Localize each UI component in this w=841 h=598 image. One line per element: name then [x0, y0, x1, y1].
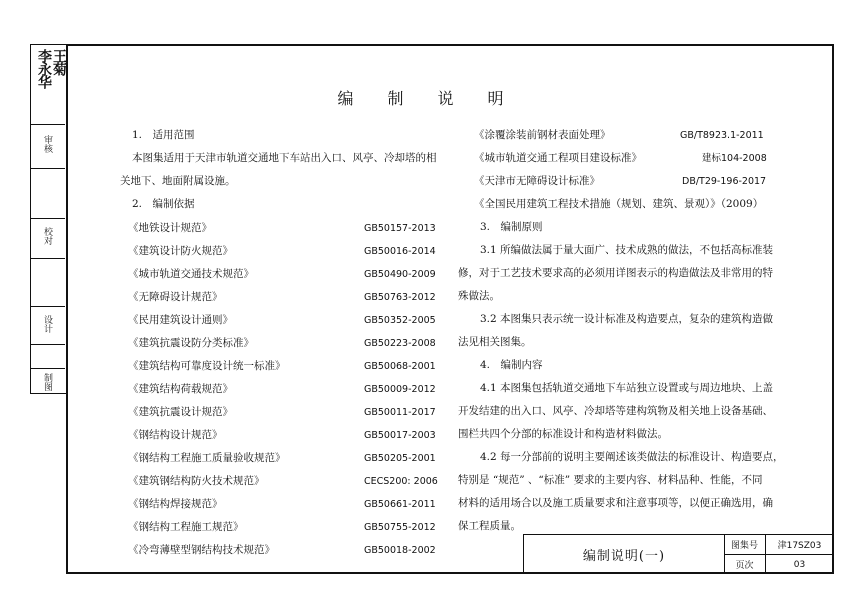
sidebar-cell-design: [31, 307, 65, 345]
p42-line4: 保工程质量。: [458, 520, 521, 532]
ref-code: GB50157-2013: [364, 223, 436, 234]
p42-line3: 材料的适用场合以及施工质量要求和注意事项等，以便正确选用，确: [458, 497, 773, 509]
ref-name: 《建筑钢结构防火技术规范》: [128, 475, 265, 487]
sidebar-cell-drawing: [31, 369, 65, 395]
ref-code: GB50763-2012: [364, 292, 436, 303]
ref-name: 《建筑设计防火规范》: [128, 245, 233, 257]
sidebar-cell-review-sign: [31, 169, 65, 219]
ref-code: GB50017-2003: [364, 430, 436, 441]
ref-code: GB50018-2002: [364, 545, 436, 556]
ref-code: GB50223-2008: [364, 338, 436, 349]
section1-text-line1: 本图集适用于天津市轨道交通地下车站出入口、风亭、冷却塔的相: [132, 152, 437, 164]
section1-text-line2: 关地下、地面附属设施。: [120, 175, 236, 187]
ref-name: 《无障碍设计规范》: [128, 291, 223, 303]
ref-code: GB50016-2014: [364, 246, 436, 257]
ref-code: GB50352-2005: [364, 315, 436, 326]
ref-name: 《冷弯薄壁型钢结构技术规范》: [128, 544, 275, 556]
p32-line2: 法见相关图集。: [458, 336, 532, 348]
section3-heading: 3. 编制原则: [480, 221, 543, 233]
ref-code: GB50009-2012: [364, 384, 436, 395]
p32-line1: 3.2 本图集只表示统一设计标准及构造要点，复杂的建筑构造做: [480, 313, 774, 325]
ref-name: 《城市轨道交通工程项目建设标准》: [474, 152, 642, 164]
sidebar-sign-cell-top: [31, 45, 65, 125]
title-block: [523, 534, 834, 574]
page-number-label: 页次: [724, 555, 766, 574]
ref-name-full: 《全国民用建筑工程技术措施（规划、建筑、景观）》（2009）: [474, 198, 764, 210]
ref-name: 《建筑抗震设计规范》: [128, 406, 233, 418]
ref-name: 《钢结构工程施工规范》: [128, 521, 244, 533]
ref-name: 《民用建筑设计通则》: [128, 314, 233, 326]
ref-name: 《建筑结构可靠度设计统一标准》: [128, 360, 286, 372]
ref-name: 《涂覆涂装前钢材表面处理》: [474, 129, 611, 141]
ref-name: 《钢结构工程施工质量验收规范》: [128, 452, 286, 464]
ref-code: GB50068-2001: [364, 361, 436, 372]
ref-name: 《建筑抗震设防分类标准》: [128, 337, 254, 349]
sheet-name: 编制说明(一): [524, 535, 725, 574]
ref-name: 《天津市无障碍设计标准》: [474, 175, 600, 187]
sidebar-label-design: 设计: [42, 315, 52, 333]
ref-code: GB/T8923.1-2011: [680, 130, 764, 141]
ref-name: 《钢结构设计规范》: [128, 429, 223, 441]
ref-code: GB50661-2011: [364, 499, 436, 510]
sidebar-cell-design-sign: [31, 345, 65, 369]
ref-name: 《建筑结构荷载规范》: [128, 383, 233, 395]
p41-line3: 围栏共四个分部的标准设计和构造材料做法。: [458, 428, 668, 440]
signature-1: 李永华: [36, 49, 52, 88]
ref-name: 《城市轨道交通技术规范》: [128, 268, 254, 280]
section2-heading: 2. 编制依据: [132, 198, 195, 210]
p31-line3: 殊做法。: [458, 290, 500, 302]
atlas-number-value: 津17SZ03: [766, 535, 833, 555]
ref-code: GB50755-2012: [364, 522, 436, 533]
sidebar-label-check: 校对: [42, 227, 52, 245]
sidebar-label-review: 审核: [42, 135, 52, 153]
p31-line1: 3.1 所编做法属于量大面广、技术成熟的做法，不包括高标准装: [480, 244, 774, 256]
section1-heading: 1. 适用范围: [132, 129, 195, 141]
p41-line1: 4.1 本图集包括轨道交通地下车站独立设置或与周边地块、上盖: [480, 382, 774, 394]
ref-name: 《地铁设计规范》: [128, 222, 212, 234]
sidebar-cell-review: [31, 125, 65, 169]
atlas-number-label: 图集号: [724, 535, 766, 555]
ref-name: 《钢结构焊接规范》: [128, 498, 223, 510]
ref-code: CECS200: 2006: [364, 476, 438, 487]
ref-code: 建标104-2008: [702, 153, 767, 164]
sidebar-cell-check-sign: [31, 259, 65, 307]
section4-heading: 4. 编制内容: [480, 359, 543, 371]
signature-2: 王菊: [51, 49, 67, 75]
p42-line1: 4.2 每一分部前的说明主要阐述该类做法的标准设计、构造要点，: [480, 451, 784, 463]
p41-line2: 开发结建的出入口、风亭、冷却塔等建构筑物及相关地上设备基础、: [458, 405, 773, 417]
page-number-value: 03: [793, 559, 806, 570]
sidebar-cell-check: [31, 219, 65, 259]
ref-code: DB/T29-196-2017: [682, 176, 767, 187]
ref-code: GB50205-2001: [364, 453, 436, 464]
ref-code: GB50011-2017: [364, 407, 436, 418]
sidebar-label-drawing: 制图: [42, 373, 52, 391]
p31-line2: 修，对于工艺技术要求高的必须用详图表示的构造做法及非常用的特: [458, 267, 773, 279]
p42-line2: 特别是 “规范” 、“标准” 要求的主要内容、材料品种、性能，不同: [458, 474, 763, 486]
ref-code: GB50490-2009: [364, 269, 436, 280]
page-title: 编制说明: [337, 89, 538, 108]
